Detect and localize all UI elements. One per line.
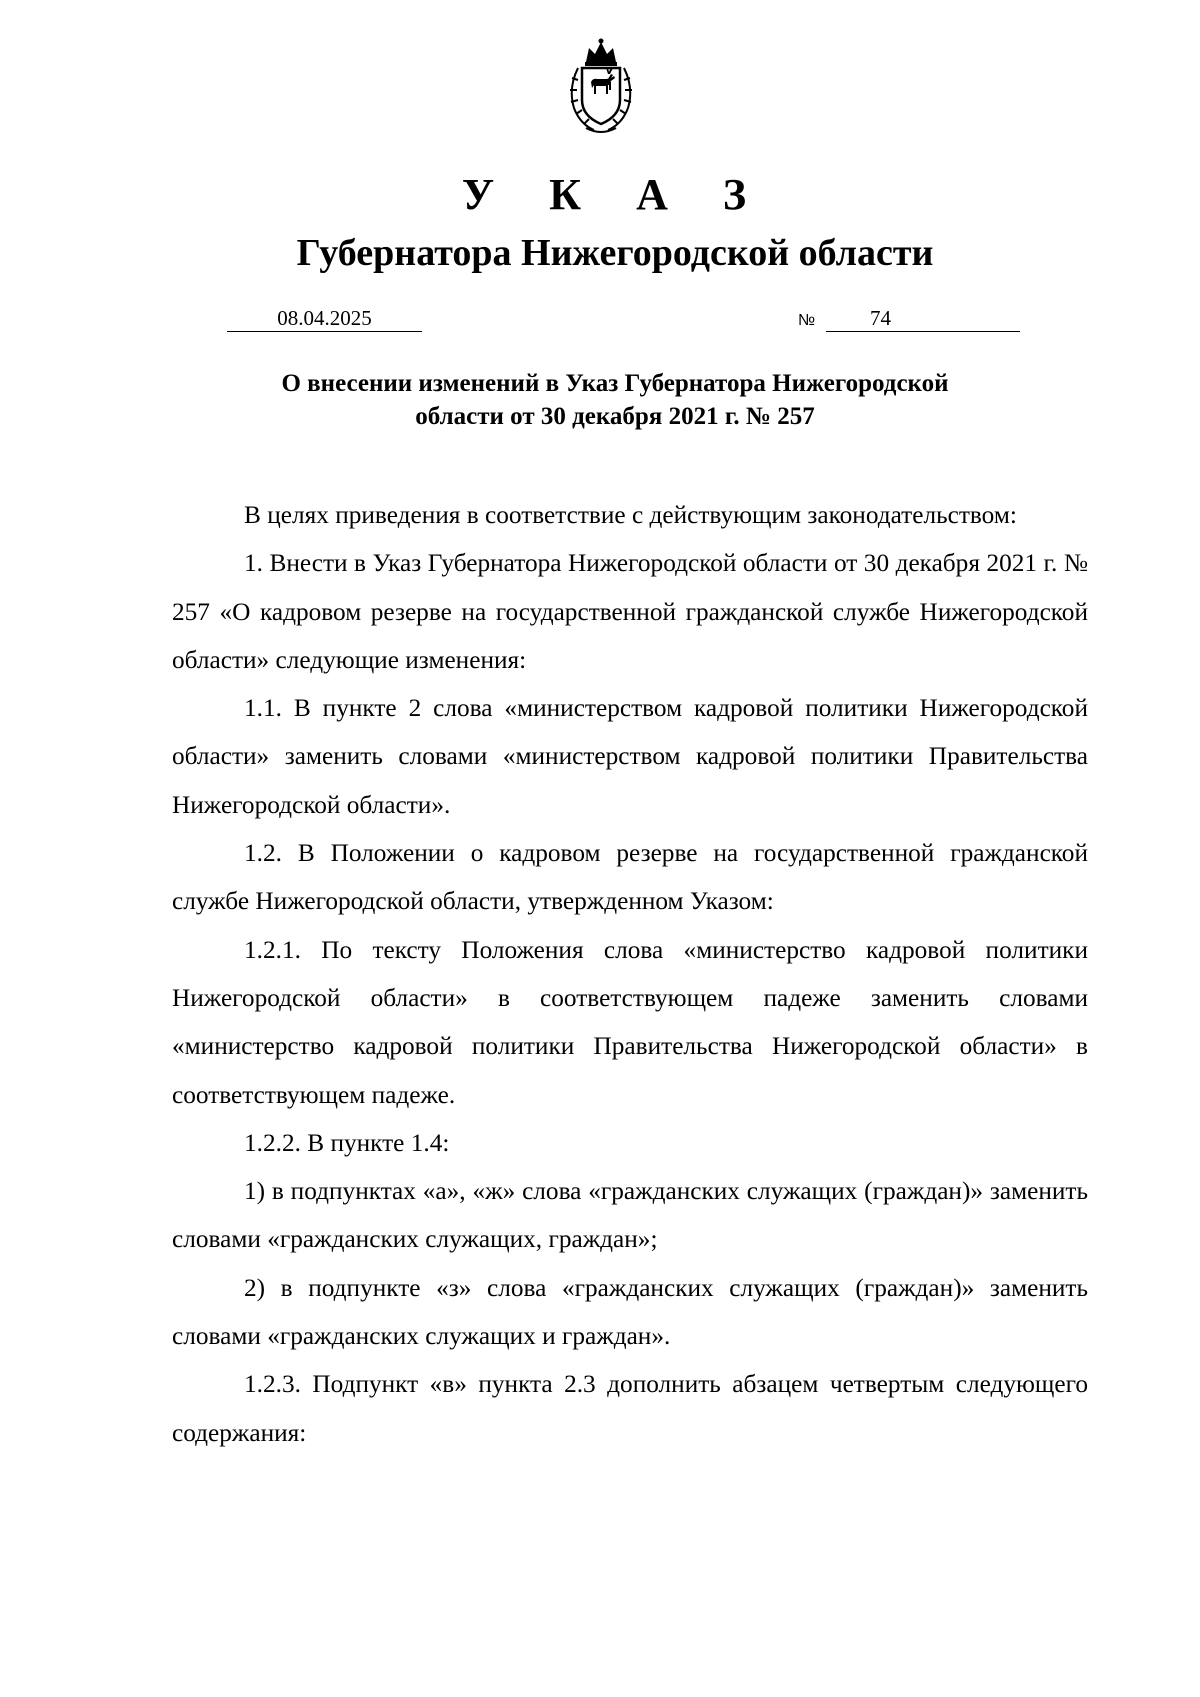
body-paragraph: 1) в подпунктах «а», «ж» слова «гражданских служащих (граждан)» заменить словами «гражданских служащих, граждан»; bbox=[172, 1177, 1088, 1254]
body-paragraph: 1. Внести в Указ Губернатора Нижегородской области от 30 декабря 2021 г. № 257 «О кадровом резерве на государственной гражданской службе Нижегородской области» следующие изменения: bbox=[172, 549, 1088, 674]
coat-of-arms-emblem bbox=[564, 38, 638, 136]
body-paragraph: 1.2.3. Подпункт «в» пункта 2.3 дополнить абзацем четвертым следующего содержания: bbox=[172, 1370, 1088, 1447]
body-paragraph: 1.2.1. По тексту Положения слова «министерство кадровой политики Нижегородской области» в соответствующем падеже заменить словами «министерство кадровой политики Правительства Нижегородской области» в соответствующем падеже. bbox=[172, 935, 1088, 1109]
document-type-title: У К А З bbox=[461, 170, 769, 219]
body-paragraph: 1.2. В Положении о кадровом резерве на государственной гражданской службе Нижегородской области, утвержденном Указом: bbox=[172, 839, 1088, 916]
number-sign-label: № bbox=[798, 312, 816, 329]
body-paragraph: В целях приведения в соответствие с действующим законодательством: bbox=[244, 501, 1017, 529]
decree-date: 08.04.2025 bbox=[227, 305, 422, 332]
decree-number: 74 bbox=[826, 305, 1020, 332]
body-paragraph: 1.1. В пункте 2 слова «министерством кадровой политики Нижегородской области» заменить словами «министерством кадровой политики Правительства Нижегородской области». bbox=[172, 694, 1088, 819]
issuer-title: Губернатора Нижегородской области bbox=[296, 232, 934, 274]
crown-icon bbox=[585, 39, 617, 67]
decree-body bbox=[172, 491, 1088, 1457]
body-paragraph: 1.2.2. В пункте 1.4: bbox=[244, 1128, 450, 1157]
decree-heading-line: области от 30 декабря 2021 г. № 257 bbox=[415, 403, 815, 430]
decree-heading-line: О внесении изменений в Указ Губернатора Нижегородской bbox=[281, 370, 949, 397]
shield-icon bbox=[582, 68, 620, 124]
decree-heading bbox=[150, 367, 1080, 433]
body-paragraph: 2) в подпункте «з» слова «гражданских служащих (граждан)» заменить словами «гражданских служащих и граждан». bbox=[172, 1273, 1088, 1351]
